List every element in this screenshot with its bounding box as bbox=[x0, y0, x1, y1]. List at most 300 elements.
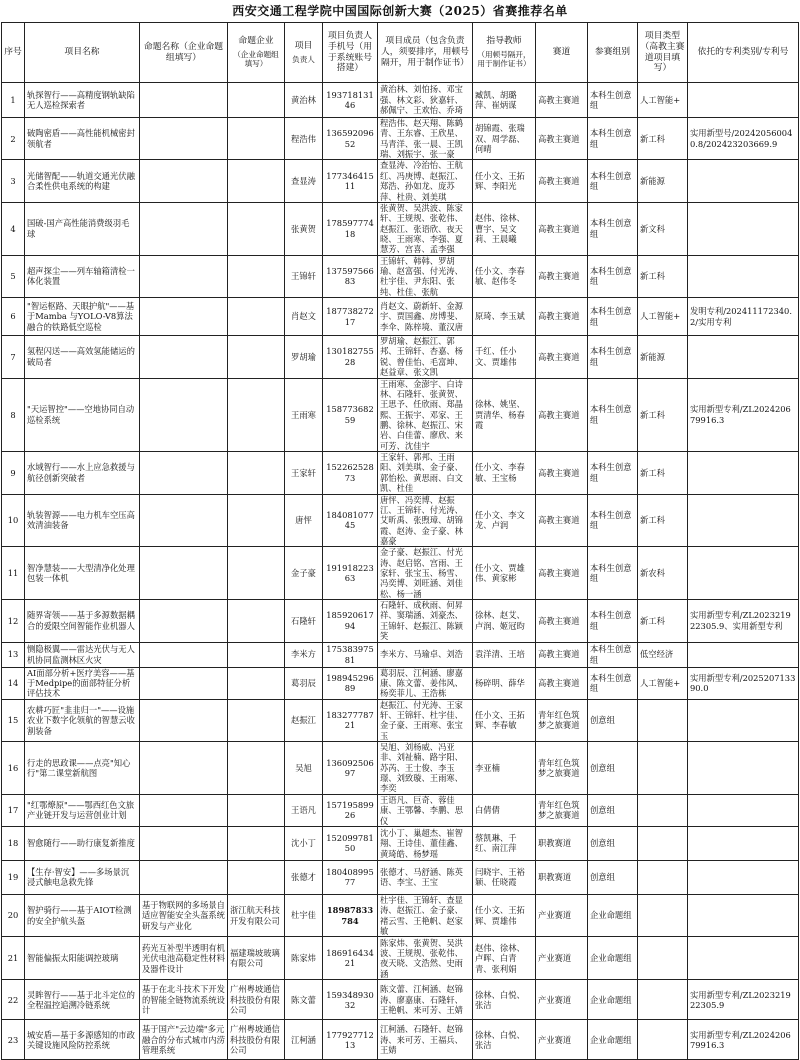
row-company bbox=[228, 378, 285, 452]
row-members: 罗胡瑜、赵振江、郭邦、王锦轩、杏嘉、杨锐、曾佳怡、毛富坤、赵益章、张文凯 bbox=[378, 336, 473, 378]
row-phone: 19191822363 bbox=[323, 547, 378, 600]
row-leader: 张德才 bbox=[285, 860, 323, 894]
row-group: 本科生创意组 bbox=[588, 160, 638, 202]
row-seq: 10 bbox=[2, 494, 25, 547]
row-seq: 20 bbox=[2, 894, 25, 936]
row-track: 青年红色筑梦之旅赛道 bbox=[536, 699, 588, 741]
header-track: 赛道 bbox=[536, 23, 588, 83]
row-advisor: 原琦、李玉斌 bbox=[473, 298, 536, 336]
row-type bbox=[638, 794, 688, 826]
row-company bbox=[228, 699, 285, 741]
table-row bbox=[2, 336, 799, 378]
row-members: 石隆轩、成秋雨、何昇祥、窦瑞涵、刘豪杰、王锦轩、赵振江、陈颖笑 bbox=[378, 600, 473, 642]
row-group: 本科生创意组 bbox=[588, 600, 638, 642]
row-track: 产业赛道 bbox=[536, 980, 588, 1020]
row-patent bbox=[688, 547, 799, 600]
row-type: 新文科 bbox=[638, 202, 688, 255]
row-advisor: 杨碎明、薛华 bbox=[473, 667, 536, 699]
row-advisor: 千红、任小文、贾雄伟 bbox=[473, 336, 536, 378]
row-company bbox=[228, 494, 285, 547]
row-advisor: 李亚楠 bbox=[473, 742, 536, 795]
row-group: 创意组 bbox=[588, 826, 638, 860]
row-company bbox=[228, 452, 285, 494]
row-type: 新工科 bbox=[638, 118, 688, 160]
row-seq: 7 bbox=[2, 336, 25, 378]
row-members: 杜宇佳、王锦轩、查显涛、赵振江、金子豪、褚云雪、王艳帆、赵家敏 bbox=[378, 894, 473, 936]
table-row bbox=[2, 378, 799, 452]
row-project-name: 轨装智源——电力机车空压高效清油装备 bbox=[25, 494, 140, 547]
row-leader: 黄治林 bbox=[285, 83, 323, 118]
row-group: 本科生创意组 bbox=[588, 667, 638, 699]
table-row bbox=[2, 667, 799, 699]
row-track: 高教主赛道 bbox=[536, 83, 588, 118]
row-company bbox=[228, 742, 285, 795]
row-patent bbox=[688, 860, 799, 894]
row-advisor: 任小文、李春敏、王宝杨 bbox=[473, 452, 536, 494]
row-type: 新工科 bbox=[638, 452, 688, 494]
row-project-name: 智净慧装——大型清净化处理包装一体机 bbox=[25, 547, 140, 600]
row-seq: 5 bbox=[2, 255, 25, 297]
row-advisor: 徐林、姚坚、贾清华、杨春霞 bbox=[473, 378, 536, 452]
row-type bbox=[638, 826, 688, 860]
row-seq: 14 bbox=[2, 667, 25, 699]
row-seq: 22 bbox=[2, 980, 25, 1020]
row-track: 青年红色筑梦之旅赛道 bbox=[536, 794, 588, 826]
header-members: 项目成员（包含负责人，须要排序，用顿号隔开，用于制作证书） bbox=[378, 23, 473, 83]
row-seq: 3 bbox=[2, 160, 25, 202]
row-phone: 15226252873 bbox=[323, 452, 378, 494]
row-project-name: "智运枢路、天眼护航"——基于Mamba 与YOLO-V8算法融合的铁路低空巡检 bbox=[25, 298, 140, 336]
row-seq: 17 bbox=[2, 794, 25, 826]
row-group: 创意组 bbox=[588, 794, 638, 826]
row-track: 高教主赛道 bbox=[536, 667, 588, 699]
row-patent: 实用新型专利/ZL202321922305.9 bbox=[688, 980, 799, 1020]
row-members: 程浩伟、赵天翔、陈鹤青、王东睿、王欣星、马青洋、张一晨、王凯瑞、刘振宇、张一豪 bbox=[378, 118, 473, 160]
row-leader: 葛羽辰 bbox=[285, 667, 323, 699]
row-members: 陈文蕾、江柯涵、赵锦涛、廖嘉康、石隆轩、王艳帆、来可芳、王婧 bbox=[378, 980, 473, 1020]
row-project-name: 国破-国产高性能消费级羽毛球 bbox=[25, 202, 140, 255]
row-topic bbox=[140, 547, 228, 600]
row-company bbox=[228, 794, 285, 826]
row-project-name: "红鄂燎原"——鄂西红色文旅产业链开发与运营创业计划 bbox=[25, 794, 140, 826]
row-phone: 18327778721 bbox=[323, 699, 378, 741]
row-topic bbox=[140, 160, 228, 202]
header-leader-sub: 负责人 bbox=[292, 54, 315, 64]
row-seq: 6 bbox=[2, 298, 25, 336]
table-row bbox=[2, 452, 799, 494]
row-group: 企业命题组 bbox=[588, 980, 638, 1020]
row-project-name: 农耕巧匠"韭韭归一"——设施农业下数字化领航的智慧云收割装备 bbox=[25, 699, 140, 741]
row-topic bbox=[140, 642, 228, 667]
row-type bbox=[638, 699, 688, 741]
row-phone: 17538397581 bbox=[323, 642, 378, 667]
row-advisor: 任小文、李春敏、赵伟冬 bbox=[473, 255, 536, 297]
row-seq: 12 bbox=[2, 600, 25, 642]
row-members: 查显涛、冷治怡、王航红、冯庚博、赵振江、郑浩、孙如龙、庞苏萍、杜贵、刘美琪 bbox=[378, 160, 473, 202]
row-patent bbox=[688, 160, 799, 202]
row-leader: 石隆轩 bbox=[285, 600, 323, 642]
recommendation-table bbox=[1, 22, 799, 1060]
row-group: 本科生创意组 bbox=[588, 298, 638, 336]
table-row bbox=[2, 826, 799, 860]
row-company bbox=[228, 642, 285, 667]
row-members: 李米方、马瑜卓、刘浩 bbox=[378, 642, 473, 667]
table-row bbox=[2, 160, 799, 202]
row-topic: 基于国产"云边端"多元融合的分布式城市内涝管理系统 bbox=[140, 1020, 228, 1060]
row-members: 吴旭、刘杨威、冯亚非、刘祉楠、路宇阳、苏芮、王士俊、李玉璟、刘致璇、王雨寒、李奕 bbox=[378, 742, 473, 795]
row-seq: 23 bbox=[2, 1020, 25, 1060]
row-patent bbox=[688, 452, 799, 494]
row-patent bbox=[688, 336, 799, 378]
row-seq: 1 bbox=[2, 83, 25, 118]
row-advisor: 任小文、贾雄伟、黄家彬 bbox=[473, 547, 536, 600]
row-type: 人工智能+ bbox=[638, 298, 688, 336]
row-topic bbox=[140, 667, 228, 699]
row-phone: 17734641511 bbox=[323, 160, 378, 202]
table-row bbox=[2, 980, 799, 1020]
table-row bbox=[2, 642, 799, 667]
row-phone: 15934893032 bbox=[323, 980, 378, 1020]
row-topic bbox=[140, 494, 228, 547]
row-patent bbox=[688, 894, 799, 936]
row-project-name: 轨探智行——高精度钢轨缺陷无人巡检探索者 bbox=[25, 83, 140, 118]
row-track: 高教主赛道 bbox=[536, 336, 588, 378]
row-project-name: 【生存·智安】——多场景沉浸式触电急救先锋 bbox=[25, 860, 140, 894]
row-seq: 4 bbox=[2, 202, 25, 255]
row-track: 产业赛道 bbox=[536, 1020, 588, 1060]
row-track: 高教主赛道 bbox=[536, 547, 588, 600]
row-company: 广州粤坡通信科技股份有限公司 bbox=[228, 1020, 285, 1060]
row-advisor: 蔡凯琳、千红、南江萍 bbox=[473, 826, 536, 860]
table-row bbox=[2, 937, 799, 980]
row-leader: 杜宇佳 bbox=[285, 894, 323, 936]
header-phone: 项目负责人手机号（用于系统账号搭建） bbox=[323, 23, 378, 83]
row-topic bbox=[140, 860, 228, 894]
row-patent bbox=[688, 699, 799, 741]
table-row bbox=[2, 202, 799, 255]
row-project-name: 超声探尘——列车轴箱清检一体化装置 bbox=[25, 255, 140, 297]
row-group: 创意组 bbox=[588, 860, 638, 894]
row-project-name: 城安盾—基于多源感知的市政关键设施风险防控系统 bbox=[25, 1020, 140, 1060]
row-company bbox=[228, 667, 285, 699]
row-seq: 19 bbox=[2, 860, 25, 894]
row-group: 企业命题组 bbox=[588, 937, 638, 980]
row-track: 高教主赛道 bbox=[536, 642, 588, 667]
row-members: 沈小丁、巢超杰、崔智翔、王诗佳、董佳鑫、黄琦皓、杨梦瑶 bbox=[378, 826, 473, 860]
row-seq: 9 bbox=[2, 452, 25, 494]
row-leader: 王家轩 bbox=[285, 452, 323, 494]
row-advisor: 赵伟、徐林、卢晖、白青青、张利娟 bbox=[473, 937, 536, 980]
header-type: 项目类型（高教主赛道项目填写） bbox=[638, 23, 688, 83]
row-advisor: 赵伟、徐林、曹宇、吴文莉、王晨曦 bbox=[473, 202, 536, 255]
row-type: 人工智能+ bbox=[638, 667, 688, 699]
row-project-name: 智愈随行——助行康复新推度 bbox=[25, 826, 140, 860]
row-group: 本科生创意组 bbox=[588, 336, 638, 378]
row-phone: 15209978150 bbox=[323, 826, 378, 860]
row-members: 王雨寒、金澎宇、白诗林、石隆轩、张黄贺、王思予、任欣雨、郑晶熙、王振宇、邓家、王鹏、徐林、赵振江、宋岩、白佳蕾、廖欣、来可芳、沈佳宇 bbox=[378, 378, 473, 452]
row-project-name: 光储智配——轨道交通光伏融合柔性供电系统的构建 bbox=[25, 160, 140, 202]
row-project-name: 灵眸智行——基于北斗定位的全程温控追溯冷链系统 bbox=[25, 980, 140, 1020]
row-type: 新工科 bbox=[638, 494, 688, 547]
header-seq: 序号 bbox=[2, 23, 25, 83]
row-patent bbox=[688, 494, 799, 547]
row-group: 本科生创意组 bbox=[588, 118, 638, 160]
table-row bbox=[2, 742, 799, 795]
row-phone: 13759756683 bbox=[323, 255, 378, 297]
header-row bbox=[2, 23, 799, 83]
row-advisor: 任小文、王拓辉、李春敏 bbox=[473, 699, 536, 741]
row-project-name: 氢程闪送——高效氢能储运的破局者 bbox=[25, 336, 140, 378]
row-patent: 实用新型号/202420560040.8/202423203669.9 bbox=[688, 118, 799, 160]
page-title: 西安交通工程学院中国国际创新大赛（2025）省赛推荐名单 bbox=[232, 4, 568, 18]
row-topic bbox=[140, 794, 228, 826]
row-phone: 15719589926 bbox=[323, 794, 378, 826]
row-track: 青年红色筑梦之旅赛道 bbox=[536, 742, 588, 795]
row-leader: 程浩伟 bbox=[285, 118, 323, 160]
row-topic: 基于物联网的多场景自适应智能安全头盔系统研发与产业化 bbox=[140, 894, 228, 936]
row-company bbox=[228, 202, 285, 255]
row-track: 产业赛道 bbox=[536, 937, 588, 980]
row-type bbox=[638, 980, 688, 1020]
row-type: 低空经济 bbox=[638, 642, 688, 667]
row-company bbox=[228, 160, 285, 202]
row-track: 高教主赛道 bbox=[536, 378, 588, 452]
row-phone: 19371813146 bbox=[323, 83, 378, 118]
row-track: 高教主赛道 bbox=[536, 202, 588, 255]
table-row bbox=[2, 255, 799, 297]
row-patent: 发明专利/202411172340.2/实用专利 bbox=[688, 298, 799, 336]
header-company bbox=[228, 23, 285, 83]
row-phone: 18691643421 bbox=[323, 937, 378, 980]
row-phone: 18040899577 bbox=[323, 860, 378, 894]
row-topic bbox=[140, 298, 228, 336]
row-phone: 19894529689 bbox=[323, 667, 378, 699]
row-advisor: 闫晓宇、王裕颖、任晓霞 bbox=[473, 860, 536, 894]
row-company bbox=[228, 826, 285, 860]
row-seq: 13 bbox=[2, 642, 25, 667]
row-group: 本科生创意组 bbox=[588, 642, 638, 667]
row-members: 王锦轩、韩韩、罗胡瑜、赵富强、付光涛、杜宇佳、尹东阳、张纯、杜佳、张航 bbox=[378, 255, 473, 297]
row-company: 广州粤坡通信科技股份有限公司 bbox=[228, 980, 285, 1020]
table-row bbox=[2, 494, 799, 547]
row-track: 高教主赛道 bbox=[536, 494, 588, 547]
row-type: 新农科 bbox=[638, 547, 688, 600]
row-leader: 赵振江 bbox=[285, 699, 323, 741]
row-group: 创意组 bbox=[588, 742, 638, 795]
row-track: 高教主赛道 bbox=[536, 255, 588, 297]
row-company bbox=[228, 83, 285, 118]
row-patent bbox=[688, 255, 799, 297]
row-topic bbox=[140, 826, 228, 860]
row-leader: 陈家炜 bbox=[285, 937, 323, 980]
row-group: 本科生创意组 bbox=[588, 547, 638, 600]
header-advisor-label: 指导教师 bbox=[486, 36, 522, 47]
table-row bbox=[2, 547, 799, 600]
row-topic bbox=[140, 202, 228, 255]
row-advisor: 徐林、白悦、张洁 bbox=[473, 980, 536, 1020]
row-group: 本科生创意组 bbox=[588, 255, 638, 297]
row-advisor: 胡锦霞、张瑞双、周学磊、何晴 bbox=[473, 118, 536, 160]
header-project-name: 项目名称 bbox=[25, 23, 140, 83]
row-project-name: 智护骑行——基于AIOT检测的安全护航头盔 bbox=[25, 894, 140, 936]
row-type bbox=[638, 742, 688, 795]
row-topic bbox=[140, 336, 228, 378]
row-members: 陈家炜、张黄贺、吴洪波、王规规、张乾伟、夜天晓、文浩然、史雨涵 bbox=[378, 937, 473, 980]
row-group: 本科生创意组 bbox=[588, 378, 638, 452]
row-topic: 基于在北斗技术下开发的智能全链物流系统设计 bbox=[140, 980, 228, 1020]
row-members: 黄治林、刘怕扬、邓宝强、林文彩、狄嘉轩、郝佩宁、王欢怡、乔琦 bbox=[378, 83, 473, 118]
row-company bbox=[228, 600, 285, 642]
row-topic bbox=[140, 83, 228, 118]
row-advisor: 白倩倩 bbox=[473, 794, 536, 826]
row-type bbox=[638, 860, 688, 894]
table-row bbox=[2, 794, 799, 826]
row-phone: 13609250697 bbox=[323, 742, 378, 795]
row-group: 本科生创意组 bbox=[588, 202, 638, 255]
row-members: 葛羽辰、江柯涵、廖嘉康、陈文蕾、姜伟风、杨奕菲儿、王浩栋 bbox=[378, 667, 473, 699]
row-project-name: "天运智控"——空地协同自动巡检系统 bbox=[25, 378, 140, 452]
row-members: 王家轩、郭邦、王雨阳、刘美琪、金子豪、郭怡松、黄思雨、白文凯、杜佳 bbox=[378, 452, 473, 494]
row-track: 高教主赛道 bbox=[536, 298, 588, 336]
row-project-name: 水域智行——水上应急救援与航径创新突破者 bbox=[25, 452, 140, 494]
row-leader: 陈文蕾 bbox=[285, 980, 323, 1020]
row-project-name: 行走的思政课——点亮"知心行"第二课堂新航图 bbox=[25, 742, 140, 795]
row-leader: 王雨寒 bbox=[285, 378, 323, 452]
table-row bbox=[2, 860, 799, 894]
row-topic bbox=[140, 118, 228, 160]
row-topic bbox=[140, 742, 228, 795]
row-company: 福建瑞坡玻璃有限公司 bbox=[228, 937, 285, 980]
row-leader: 张黄贺 bbox=[285, 202, 323, 255]
row-leader: 金子豪 bbox=[285, 547, 323, 600]
row-type bbox=[638, 937, 688, 980]
row-leader: 唐怦 bbox=[285, 494, 323, 547]
header-group: 参赛组别 bbox=[588, 23, 638, 83]
row-advisor: 臧凯、胡璐萍、崔炳谋 bbox=[473, 83, 536, 118]
row-leader: 吴旭 bbox=[285, 742, 323, 795]
row-topic bbox=[140, 699, 228, 741]
table-row bbox=[2, 1020, 799, 1060]
table-row bbox=[2, 600, 799, 642]
row-company bbox=[228, 255, 285, 297]
row-phone: 15877368259 bbox=[323, 378, 378, 452]
row-advisor: 徐林、赵艾、卢润、姬冠昀 bbox=[473, 600, 536, 642]
row-seq: 11 bbox=[2, 547, 25, 600]
row-company bbox=[228, 547, 285, 600]
row-group: 本科生创意组 bbox=[588, 83, 638, 118]
row-topic bbox=[140, 255, 228, 297]
row-seq: 21 bbox=[2, 937, 25, 980]
row-phone: 18408107745 bbox=[323, 494, 378, 547]
row-members: 赵振江、付光涛、王家轩、王锦轩、杜宇佳、金子豪、王雨寒、张宝玉 bbox=[378, 699, 473, 741]
row-phone: 17859777418 bbox=[323, 202, 378, 255]
row-track: 产业赛道 bbox=[536, 894, 588, 936]
row-type: 新能源 bbox=[638, 160, 688, 202]
row-phone: 13659209652 bbox=[323, 118, 378, 160]
row-leader: 李米方 bbox=[285, 642, 323, 667]
row-advisor: 任小文、李文龙、卢润 bbox=[473, 494, 536, 547]
row-track: 职教赛道 bbox=[536, 826, 588, 860]
row-patent: 实用新型专利/ZL202321922305.9、实用新型专利 bbox=[688, 600, 799, 642]
table-row bbox=[2, 298, 799, 336]
row-members: 金子豪、赵振江、付光涛、赵启铭、宫雨、王家轩、张宝玉、杨雪、冯奕博、刘旺涵、刘佳松、杨一涵 bbox=[378, 547, 473, 600]
row-track: 高教主赛道 bbox=[536, 452, 588, 494]
row-company bbox=[228, 860, 285, 894]
row-patent: 实用新型专利/ZL202420679916.3 bbox=[688, 378, 799, 452]
row-group: 企业命题组 bbox=[588, 1020, 638, 1060]
row-patent: 实用新型专利/ZL202420679916.3 bbox=[688, 1020, 799, 1060]
row-patent bbox=[688, 794, 799, 826]
row-type: 新工科 bbox=[638, 600, 688, 642]
row-members: 江柯涵、石隆轩、赵锦涛、来可芳、王福兵、王婧 bbox=[378, 1020, 473, 1060]
row-seq: 8 bbox=[2, 378, 25, 452]
table-row bbox=[2, 83, 799, 118]
row-patent bbox=[688, 83, 799, 118]
row-project-name: AI面部分析+医疗美容——基于Medpipe的面部特征分析评估技术 bbox=[25, 667, 140, 699]
header-company-sub: （企业命题组填写） bbox=[233, 50, 279, 69]
row-topic bbox=[140, 378, 228, 452]
row-type: 新工科 bbox=[638, 378, 688, 452]
header-leader bbox=[285, 23, 323, 83]
row-leader: 王锦轩 bbox=[285, 255, 323, 297]
row-type: 人工智能+ bbox=[638, 83, 688, 118]
row-leader: 王语凡 bbox=[285, 794, 323, 826]
row-phone: 18592061794 bbox=[323, 600, 378, 642]
row-project-name: 破陶密盾——高性能机械密封领航者 bbox=[25, 118, 140, 160]
row-patent: 实用新型专利/202520713390.0 bbox=[688, 667, 799, 699]
row-leader: 肖赵文 bbox=[285, 298, 323, 336]
table-row bbox=[2, 894, 799, 936]
row-advisor: 任小文、王拓辉、贾雄伟 bbox=[473, 894, 536, 936]
row-patent bbox=[688, 642, 799, 667]
row-patent bbox=[688, 937, 799, 980]
row-leader: 沈小丁 bbox=[285, 826, 323, 860]
row-type bbox=[638, 894, 688, 936]
row-track: 职教赛道 bbox=[536, 860, 588, 894]
row-leader: 江柯涵 bbox=[285, 1020, 323, 1060]
row-company: 浙江航天科技开发有限公司 bbox=[228, 894, 285, 936]
row-members: 王语凡、巨奇、蓉佳康、王鄂馨、李鹏、思仪 bbox=[378, 794, 473, 826]
row-seq: 15 bbox=[2, 699, 25, 741]
row-patent bbox=[688, 742, 799, 795]
row-seq: 2 bbox=[2, 118, 25, 160]
table-row bbox=[2, 118, 799, 160]
row-phone: 18987833784 bbox=[323, 894, 378, 936]
table-row bbox=[2, 699, 799, 741]
row-track: 高教主赛道 bbox=[536, 160, 588, 202]
row-track: 高教主赛道 bbox=[536, 118, 588, 160]
row-advisor: 任小文、王拓辉、李阳光 bbox=[473, 160, 536, 202]
row-topic bbox=[140, 600, 228, 642]
row-topic: 药光互补型半透明有机光伏电池高稳定性材料及器件设计 bbox=[140, 937, 228, 980]
row-company bbox=[228, 118, 285, 160]
header-advisor-sub: （用顿号隔开，用于制作证书） bbox=[477, 50, 531, 69]
row-group: 本科生创意组 bbox=[588, 494, 638, 547]
row-group: 企业命题组 bbox=[588, 894, 638, 936]
row-project-name: 智能偏振太阳能调控玻璃 bbox=[25, 937, 140, 980]
row-seq: 16 bbox=[2, 742, 25, 795]
row-patent bbox=[688, 202, 799, 255]
row-project-name: 随界寄领——基于多源数据耦合的爱限空间智能作业机器人 bbox=[25, 600, 140, 642]
row-topic bbox=[140, 452, 228, 494]
header-advisor bbox=[473, 23, 536, 83]
row-phone: 13018275528 bbox=[323, 336, 378, 378]
row-company bbox=[228, 336, 285, 378]
header-company-label: 命题企业 bbox=[238, 36, 274, 47]
row-project-name: 恻隐极翼——雷达光伏与无人机协同监测林区火灾 bbox=[25, 642, 140, 667]
row-group: 创意组 bbox=[588, 699, 638, 741]
row-members: 唐怦、冯奕博、赵振江、王锦轩、付光涛、艾昕禹、张煦璋、胡锦霞、赵涛、金子豪、林嘉豪 bbox=[378, 494, 473, 547]
